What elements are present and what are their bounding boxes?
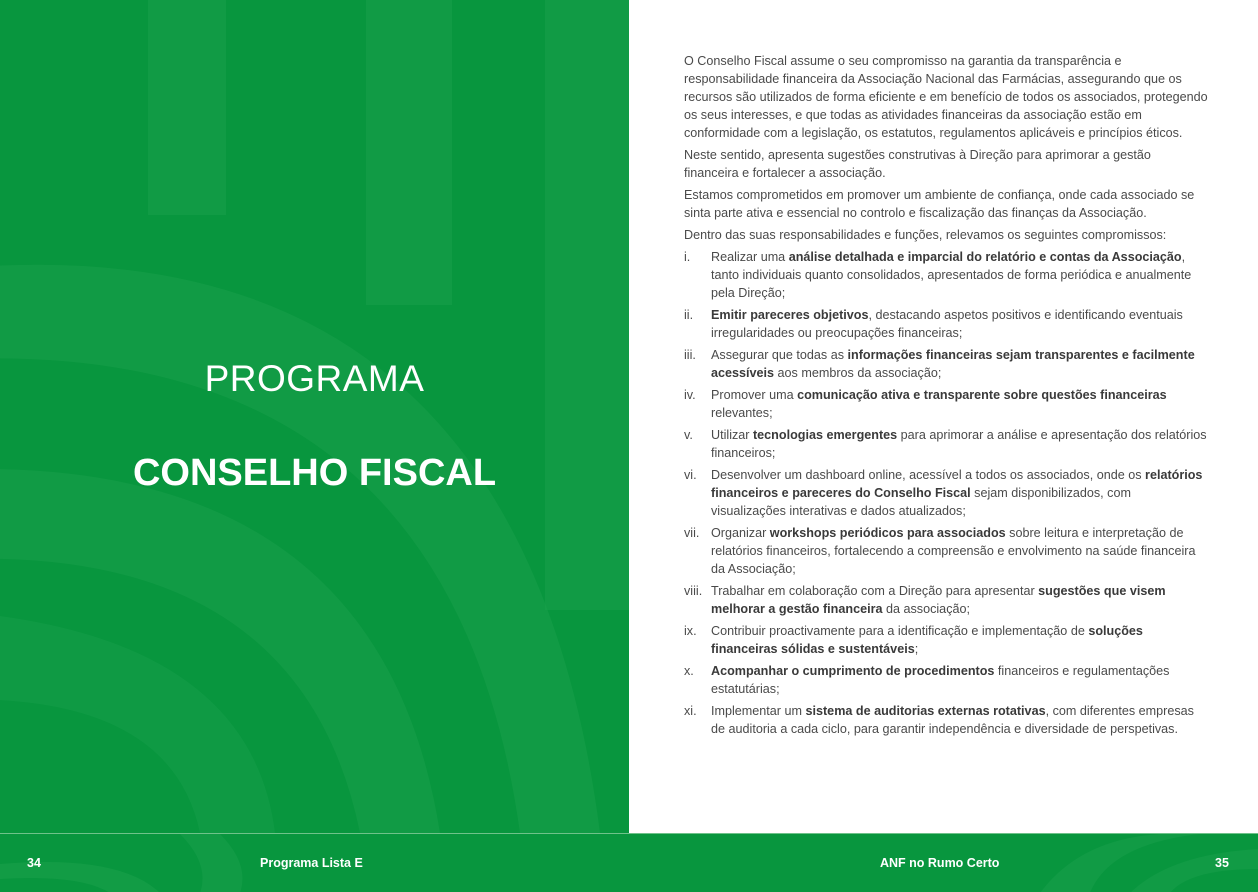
list-item-text: Organizar <box>711 526 770 540</box>
list-item-bold: sugestões que visem melhorar a gestão financeira <box>711 584 1166 616</box>
list-item-bold: análise detalhada e imparcial do relatório e contas da Associação <box>788 250 1182 264</box>
list-item-text: Assegurar que todas as <box>711 348 848 362</box>
list-item-text: Implementar um <box>711 704 806 718</box>
list-item-text: , tanto individuais quanto consolidados, apresentados de forma periódica e anualmente pela Direção; <box>711 250 1192 300</box>
list-item <box>684 702 1209 738</box>
list-item <box>684 622 1209 658</box>
list-item-bold: informações financeiras sejam transparentes e facilmente acessíveis <box>711 348 1195 380</box>
decorative-arches-graphic <box>0 0 629 833</box>
commitment-paragraph: Estamos comprometidos em promover um ambiente de confiança, onde cada associado se sinta parte ativa e essencial no controlo e fiscalização das finanças da Associação. <box>684 188 1195 220</box>
program-title: CONSELHO FISCAL <box>132 452 497 494</box>
list-item-number: viii. <box>684 584 703 598</box>
list-item-text: relevantes; <box>711 406 773 420</box>
list-item-text: Promover uma <box>711 388 798 402</box>
list-item-text: sejam disponibilizados, com visualizações interativas e dados atualizados; <box>711 486 1131 518</box>
list-item <box>684 248 1209 302</box>
footer-bar <box>0 833 1258 892</box>
list-item-bold: comunicação ativa e transparente sobre questões financeiras <box>797 388 1167 402</box>
list-item-text: sobre leitura e interpretação de relatórios financeiros, fortalecendo a compreensão e envolvimento na saúde financeira da Associação; <box>711 526 1196 576</box>
commitments-list <box>684 248 1209 738</box>
list-item-text: , com diferentes empresas de auditoria a cada ciclo, para garantir independência e diversidade de perspetivas. <box>711 704 1194 736</box>
list-item <box>684 386 1209 422</box>
list-item <box>684 582 1209 618</box>
list-item-number: iii. <box>684 348 696 362</box>
list-item <box>684 306 1209 342</box>
page-number-right: 35 <box>1215 856 1229 870</box>
list-item-number: ix. <box>684 624 697 638</box>
list-item-number: v. <box>684 428 693 442</box>
list-item-bold: Acompanhar o cumprimento de procedimentos <box>711 664 995 678</box>
list-item-number: ii. <box>684 308 694 322</box>
footer-title-left: Programa Lista E <box>260 856 363 870</box>
list-item-text: Utilizar <box>711 428 753 442</box>
list-item-text: Realizar uma <box>711 250 789 264</box>
list-item-text: Desenvolver um dashboard online, acessível a todos os associados, onde os <box>711 468 1146 482</box>
list-item-number: xi. <box>684 704 697 718</box>
list-item-number: vii. <box>684 526 700 540</box>
list-item-bold: Emitir pareceres objetivos <box>711 308 869 322</box>
list-item-bold: workshops periódicos para associados <box>769 526 1006 540</box>
page-number-left: 34 <box>27 856 41 870</box>
list-item-number: iv. <box>684 388 696 402</box>
list-item-bold: soluções financeiras sólidas e sustentáveis <box>711 624 1143 656</box>
footer-decorative-arches <box>0 834 1258 892</box>
list-item-text: , destacando aspetos positivos e identificando eventuais irregularidades ou preocupações financeiras; <box>711 308 1183 340</box>
list-item-number: vi. <box>684 468 697 482</box>
list-item-text: da associação; <box>882 602 970 616</box>
intro-paragraph: O Conselho Fiscal assume o seu compromisso na garantia da transparência e responsabilidade financeira da Associação Nacional das Farmácias, assegurando que os recursos são utilizados de forma eficiente e em benefício de todos os associados, protegendo os seus interesses, e que todas as atividades financeiras da associação estão em conformidade com a legislação, os estatutos, regulamentos aplicáveis e princípios éticos. <box>684 54 1208 140</box>
suggestions-paragraph: Neste sentido, apresenta sugestões construtivas à Direção para aprimorar a gestão financeira e fortalecer a associação. <box>684 148 1151 180</box>
list-item-bold: tecnologias emergentes <box>752 428 898 442</box>
list-item-number: i. <box>684 250 691 264</box>
list-item <box>684 426 1209 462</box>
list-item-text: para aprimorar a análise e apresentação dos relatórios financeiros; <box>711 428 1207 460</box>
list-item <box>684 346 1209 382</box>
list-item-bold: relatórios financeiros e pareceres do Conselho Fiscal <box>711 468 1203 500</box>
left-page-cover <box>0 0 629 833</box>
list-item-number: x. <box>684 664 694 678</box>
list-item-text: ; <box>914 642 919 656</box>
list-item-text: Trabalhar em colaboração com a Direção para apresentar <box>711 584 1039 598</box>
footer-title-right: ANF no Rumo Certo <box>880 856 1000 870</box>
list-item-text: financeiros e regulamentações estatutárias; <box>711 664 1170 696</box>
right-page-content <box>629 0 1258 833</box>
list-item <box>684 466 1209 520</box>
text-column <box>684 52 1209 742</box>
program-subtitle: PROGRAMA <box>204 358 425 399</box>
list-item <box>684 662 1209 698</box>
list-intro-paragraph: Dentro das suas responsabilidades e funções, relevamos os seguintes compromissos: <box>684 228 1167 242</box>
list-item <box>684 524 1209 578</box>
list-item-bold: sistema de auditorias externas rotativas <box>805 704 1046 718</box>
list-item-text: Contribuir proactivamente para a identificação e implementação de <box>711 624 1089 638</box>
list-item-text: aos membros da associação; <box>774 366 942 380</box>
